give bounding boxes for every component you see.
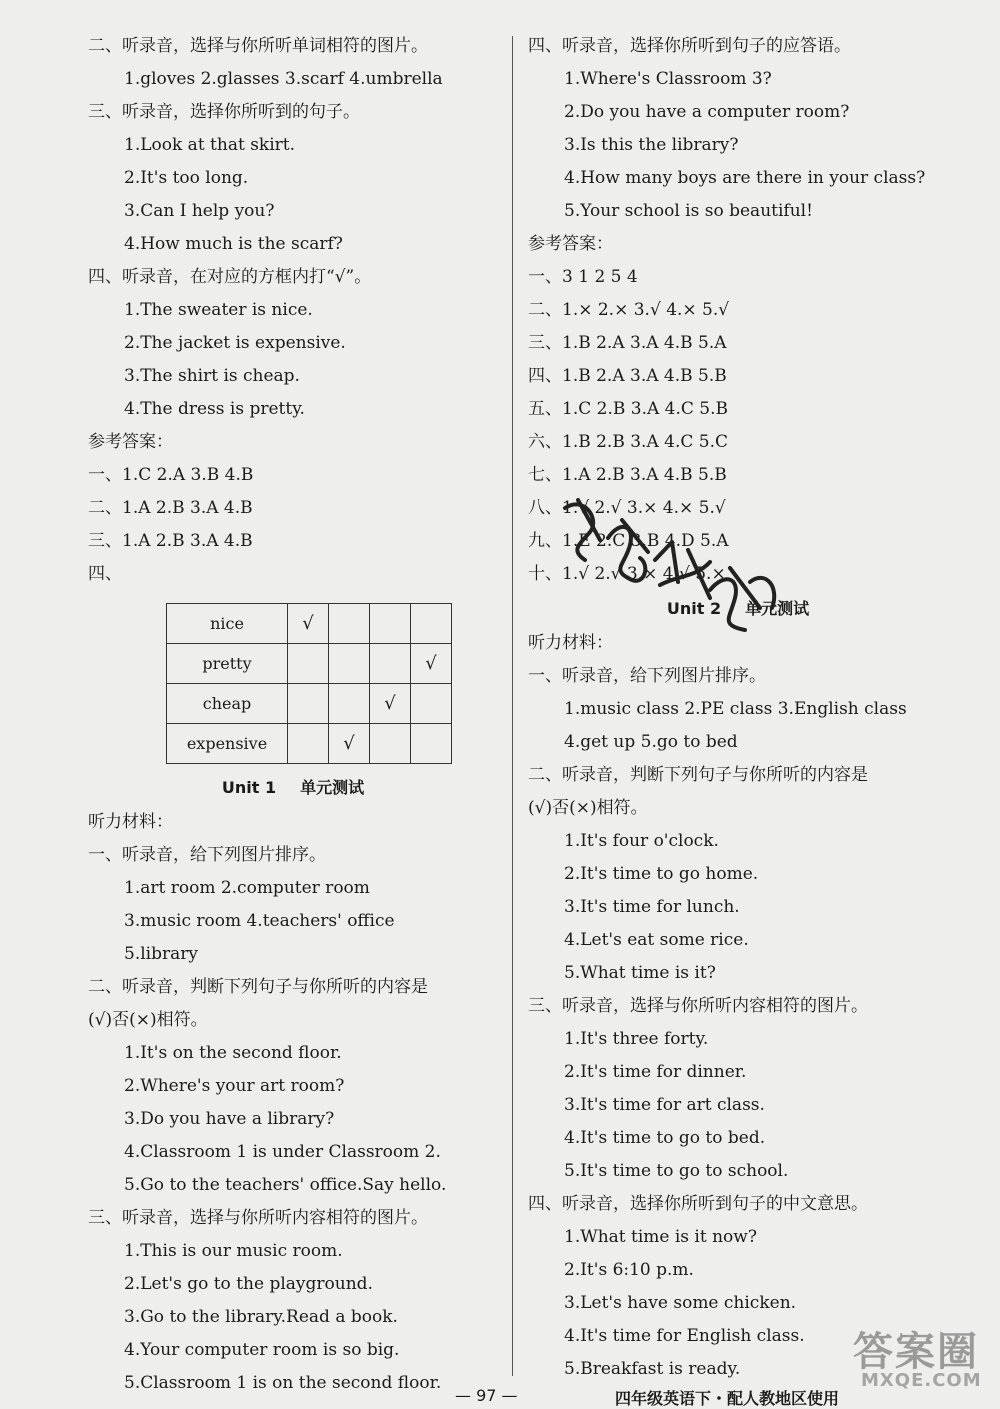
text-line: 1.art room 2.computer room	[124, 878, 370, 898]
text-line: 4.Your computer room is so big.	[124, 1340, 400, 1360]
text-line: 2.Where's your art room?	[124, 1076, 345, 1096]
table-cell	[411, 724, 452, 764]
text-line: 四、听录音，选择你所听到句子的应答语。	[528, 36, 851, 56]
watermark-text: 答案圈	[853, 1329, 979, 1375]
text-line: 1.It's three forty.	[564, 1029, 709, 1049]
left-bottom-text	[88, 806, 498, 1400]
left-top-text	[88, 30, 498, 591]
text-line: 2.The jacket is expensive.	[124, 333, 346, 353]
text-line: 2.It's too long.	[124, 168, 249, 188]
unit1-label: Unit 1	[221, 778, 277, 797]
text-line: 4.get up 5.go to bed	[564, 732, 738, 752]
text-line: 三、听录音，选择与你所听内容相符的图片。	[88, 1208, 428, 1228]
text-line: 3.music room 4.teachers' office	[124, 911, 395, 931]
text-line: 三、听录音，选择与你所听内容相符的图片。	[528, 996, 868, 1016]
table-cell	[411, 684, 452, 724]
text-line: 三、1.B 2.A 3.A 4.B 5.A	[528, 333, 727, 353]
table-row	[167, 724, 452, 764]
text-line: 二、听录音，选择与你所听单词相符的图片。	[88, 36, 428, 56]
text-line: 九、1.E 2.C 3.B 4.D 5.A	[528, 531, 729, 551]
text-line: (√)否(×)相符。	[528, 798, 648, 818]
text-line: 八、1.√ 2.√ 3.× 4.× 5.√	[528, 498, 726, 518]
text-line: 2.It's time for dinner.	[564, 1062, 747, 1082]
text-line: 1.It's four o'clock.	[564, 831, 719, 851]
column-divider	[512, 36, 513, 1376]
table-cell	[411, 604, 452, 644]
text-line: 一、听录音，给下列图片排序。	[528, 666, 766, 686]
table-row	[167, 684, 452, 724]
text-line: 5.Your school is so beautiful!	[564, 201, 813, 221]
text-line: 1.This is our music room.	[124, 1241, 343, 1261]
text-line: 二、1.A 2.B 3.A 4.B	[88, 498, 253, 518]
table-cell: √	[411, 644, 452, 684]
text-line: 4.Classroom 1 is under Classroom 2.	[124, 1142, 441, 1162]
text-line: 5.library	[124, 944, 198, 964]
text-line: 二、听录音，判断下列句子与你所听的内容是	[528, 765, 868, 785]
text-line: 一、3 1 2 5 4	[528, 267, 638, 287]
text-line: 4.It's time for English class.	[564, 1326, 805, 1346]
right-bottom-text	[528, 627, 948, 1386]
text-line: 四、听录音，选择你所听到句子的中文意思。	[528, 1194, 868, 1214]
text-line: 一、1.C 2.A 3.B 4.B	[88, 465, 254, 485]
text-line: 四、1.B 2.A 3.A 4.B 5.B	[528, 366, 727, 386]
text-line: 三、听录音，选择你所听到的句子。	[88, 102, 360, 122]
text-line: 三、1.A 2.B 3.A 4.B	[88, 531, 253, 551]
watermark-logo	[845, 1318, 995, 1403]
text-line: 二、1.× 2.× 3.√ 4.× 5.√	[528, 300, 730, 320]
text-line: 一、听录音，给下列图片排序。	[88, 845, 326, 865]
text-line: 3.It's time for art class.	[564, 1095, 765, 1115]
row-label: cheap	[167, 684, 288, 724]
text-line: 二、听录音，判断下列句子与你所听的内容是	[88, 977, 428, 997]
text-line: 3.Is this the library?	[564, 135, 739, 155]
table-cell	[329, 684, 370, 724]
text-line: 3.The shirt is cheap.	[124, 366, 300, 386]
text-line: 5.Classroom 1 is on the second floor.	[124, 1373, 442, 1393]
text-line: 3.Let's have some chicken.	[564, 1293, 797, 1313]
right-top-text	[528, 30, 948, 591]
answer-table	[166, 603, 452, 764]
text-line: 2.Do you have a computer room?	[564, 102, 850, 122]
text-line: 5.It's time to go to school.	[564, 1161, 789, 1181]
text-line: 5.What time is it?	[564, 963, 716, 983]
unit2-label: Unit 2	[666, 599, 722, 618]
text-line: 四、听录音，在对应的方框内打“√”。	[88, 267, 372, 287]
table-row	[167, 604, 452, 644]
table-cell	[288, 644, 329, 684]
text-line: 听力材料：	[528, 633, 613, 653]
unit2-name: 单元测试	[745, 599, 810, 618]
text-line: 1.Where's Classroom 3?	[564, 69, 772, 89]
row-label: nice	[167, 604, 288, 644]
table-cell: √	[370, 684, 411, 724]
text-line: 2.It's time to go home.	[564, 864, 759, 884]
text-line: 4.How much is the scarf?	[124, 234, 343, 254]
text-line: 七、1.A 2.B 3.A 4.B 5.B	[528, 465, 727, 485]
text-line: 4.It's time to go to bed.	[564, 1128, 766, 1148]
text-line: 1.music class 2.PE class 3.English class	[564, 699, 907, 719]
text-line: 4.The dress is pretty.	[124, 399, 305, 419]
text-line: 四、	[88, 564, 122, 584]
table-cell	[329, 604, 370, 644]
right-column	[528, 30, 948, 1386]
text-line: (√)否(×)相符。	[88, 1010, 208, 1030]
text-line: 2.It's 6:10 p.m.	[564, 1260, 694, 1280]
text-line: 五、1.C 2.B 3.A 4.C 5.B	[528, 399, 728, 419]
row-label: pretty	[167, 644, 288, 684]
unit1-title	[88, 770, 498, 806]
table-cell	[329, 644, 370, 684]
text-line: 4.How many boys are there in your class?	[564, 168, 926, 188]
table-cell: √	[329, 724, 370, 764]
text-line: 1.Look at that skirt.	[124, 135, 296, 155]
text-line: 5.Breakfast is ready.	[564, 1359, 741, 1379]
text-line: 1.gloves 2.glasses 3.scarf 4.umbrella	[124, 69, 443, 89]
text-line: 参考答案：	[528, 234, 613, 254]
text-line: 听力材料：	[88, 812, 173, 832]
text-line: 5.Go to the teachers' office.Say hello.	[124, 1175, 447, 1195]
text-line: 十、1.√ 2.√ 3.× 4.√ 5.×	[528, 564, 726, 584]
text-line: 4.Let's eat some rice.	[564, 930, 749, 950]
text-line: 1.What time is it now?	[564, 1227, 757, 1247]
left-column	[88, 30, 498, 1400]
table-cell	[370, 724, 411, 764]
text-line: 1.The sweater is nice.	[124, 300, 313, 320]
table-cell	[288, 724, 329, 764]
table-cell: √	[288, 604, 329, 644]
table-cell	[370, 644, 411, 684]
text-line: 六、1.B 2.B 3.A 4.C 5.C	[528, 432, 728, 452]
table-cell	[370, 604, 411, 644]
text-line: 3.Do you have a library?	[124, 1109, 335, 1129]
text-line: 2.Let's go to the playground.	[124, 1274, 373, 1294]
table-cell	[288, 684, 329, 724]
text-line: 1.It's on the second floor.	[124, 1043, 342, 1063]
page-number: — 97 —	[455, 1386, 518, 1405]
text-line: 参考答案：	[88, 432, 173, 452]
unit1-name: 单元测试	[300, 778, 365, 797]
series-label: 四年级英语下・配人教地区使用	[615, 1389, 840, 1408]
row-label: expensive	[167, 724, 288, 764]
watermark-url: MXQE.COM	[861, 1370, 982, 1391]
text-line: 3.Can I help you?	[124, 201, 275, 221]
text-line: 3.It's time for lunch.	[564, 897, 740, 917]
unit2-title	[528, 591, 948, 627]
text-line: 3.Go to the library.Read a book.	[124, 1307, 398, 1327]
table-row	[167, 644, 452, 684]
